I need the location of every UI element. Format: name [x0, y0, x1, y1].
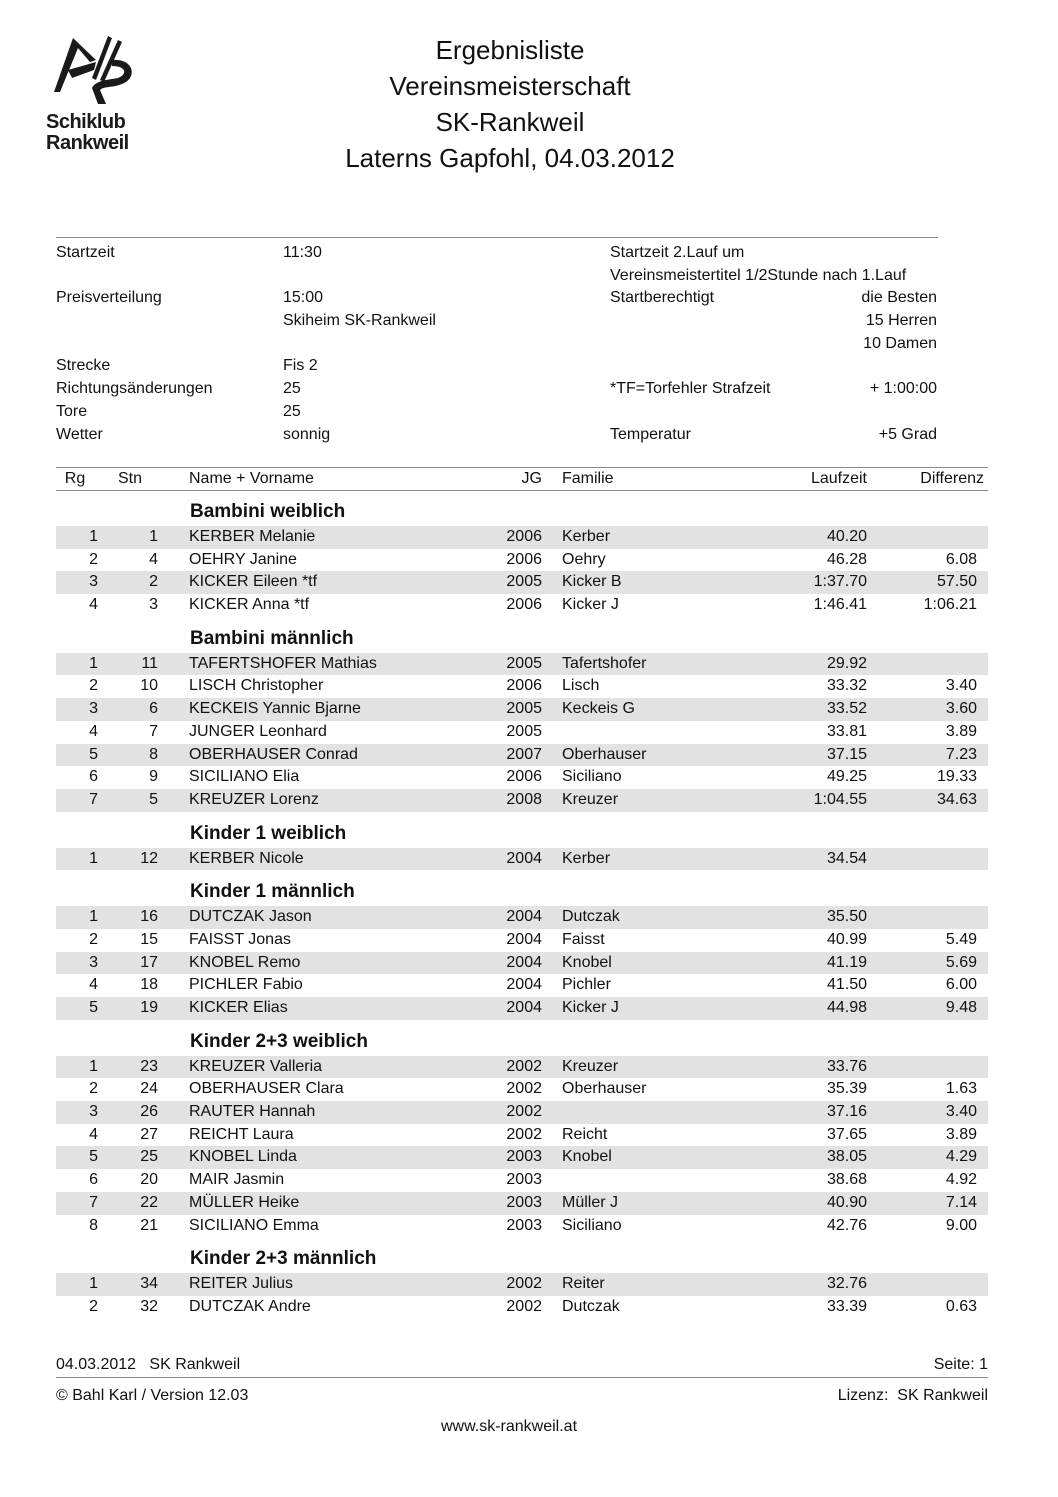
cell-familie: Pichler — [562, 976, 611, 994]
cell-differenz: 7.23 — [945, 745, 977, 763]
header-name: Name + Vorname — [189, 470, 314, 487]
cell-rg: 7 — [89, 790, 98, 808]
cell-jg: 2002 — [506, 1057, 542, 1075]
cell-stn: 27 — [140, 1125, 158, 1143]
cell-stn: 4 — [149, 550, 158, 568]
logo-line-2: Rankweil — [46, 132, 129, 154]
document-title — [300, 32, 720, 176]
startberechtigt-line-3: 10 Damen — [863, 334, 937, 352]
table-row — [56, 1101, 988, 1124]
cell-familie: Kerber — [562, 528, 611, 545]
cell-name: PICHLER Fabio — [189, 976, 303, 994]
cell-familie: Dutczak — [562, 908, 620, 926]
table-row — [56, 744, 988, 767]
cell-stn: 8 — [149, 745, 158, 763]
cell-jg: 2008 — [506, 790, 542, 808]
cell-laufzeit: 41.50 — [826, 976, 867, 994]
cell-jg: 2002 — [506, 1297, 542, 1315]
table-row — [56, 1146, 988, 1169]
cell-differenz: 4.92 — [945, 1171, 977, 1189]
richtung-value: 25 — [283, 380, 301, 398]
cell-stn: 12 — [140, 849, 158, 867]
info-values — [283, 242, 436, 446]
table-row — [56, 594, 988, 617]
cell-familie: Kreuzer — [562, 790, 619, 808]
cell-rg: 5 — [89, 1148, 98, 1166]
table-row — [56, 1056, 988, 1079]
table-row — [56, 698, 988, 721]
preisverteilung-value: 15:00 — [283, 289, 324, 307]
cell-differenz: 19.33 — [936, 768, 977, 786]
cell-laufzeit: 40.90 — [826, 1193, 867, 1211]
cell-rg: 3 — [89, 1103, 98, 1121]
tore-value: 25 — [283, 402, 301, 420]
cell-name: SICILIANO Emma — [189, 1216, 319, 1234]
cell-familie: Kicker J — [562, 999, 619, 1016]
cell-familie: Lisch — [562, 677, 600, 695]
cell-differenz: 9.00 — [945, 1216, 977, 1234]
cell-differenz: 1:06.21 — [923, 596, 977, 614]
cell-jg: 2004 — [506, 908, 542, 926]
title-line-3: SK-Rankweil — [435, 107, 585, 137]
cell-stn: 6 — [149, 700, 158, 718]
cell-rg: 4 — [89, 596, 98, 614]
cell-laufzeit: 33.52 — [826, 700, 867, 718]
cell-jg: 2006 — [506, 528, 542, 545]
cell-laufzeit: 44.98 — [826, 999, 867, 1016]
cell-rg: 2 — [89, 930, 98, 948]
cell-name: MAIR Jasmin — [189, 1171, 285, 1189]
footer-rule — [56, 1377, 988, 1378]
cell-differenz: 57.50 — [936, 573, 977, 591]
cell-name: SICILIANO Elia — [189, 768, 300, 786]
cell-rg: 3 — [89, 573, 98, 591]
startberechtigt-line-2: 15 Herren — [865, 312, 937, 330]
cell-familie: Tafertshofer — [562, 654, 647, 672]
cell-stn: 17 — [140, 953, 158, 971]
cell-jg: 2004 — [506, 930, 542, 948]
category-title: Kinder 1 weiblich — [190, 822, 347, 844]
info-labels — [56, 242, 213, 446]
cell-familie: Kreuzer — [562, 1057, 619, 1075]
startzeit-label: Startzeit — [56, 244, 115, 261]
cell-jg: 2004 — [506, 999, 542, 1016]
cell-laufzeit: 38.05 — [826, 1148, 867, 1166]
cell-laufzeit: 33.32 — [826, 677, 867, 695]
footer-license: Lizenz: SK Rankweil — [837, 1387, 988, 1404]
cell-rg: 2 — [89, 1080, 98, 1098]
header-jg: JG — [521, 470, 542, 487]
cell-rg: 2 — [89, 1297, 98, 1315]
cell-laufzeit: 40.20 — [826, 528, 867, 545]
cell-familie: Siciliano — [562, 1216, 622, 1234]
cell-stn: 23 — [140, 1057, 158, 1075]
cell-jg: 2005 — [506, 700, 542, 718]
cell-rg: 8 — [89, 1216, 98, 1234]
cell-rg: 1 — [89, 1275, 98, 1293]
cell-rg: 3 — [89, 700, 98, 718]
cell-familie: Siciliano — [562, 768, 622, 786]
cell-laufzeit: 37.16 — [826, 1103, 867, 1121]
cell-rg: 2 — [89, 550, 98, 568]
cell-name: KICKER Elias — [189, 999, 288, 1016]
cell-differenz: 3.40 — [945, 677, 977, 695]
cell-familie: Oehry — [562, 550, 606, 568]
strecke-value: Fis 2 — [283, 357, 318, 375]
cell-laufzeit: 37.65 — [826, 1125, 867, 1143]
category-title: Kinder 2+3 männlich — [190, 1248, 377, 1270]
cell-name: OBERHAUSER Conrad — [189, 745, 358, 763]
cell-name: KICKER Eileen *tf — [189, 573, 318, 591]
cell-laufzeit: 32.76 — [826, 1275, 867, 1293]
cell-differenz: 3.60 — [945, 700, 977, 718]
cell-laufzeit: 42.76 — [826, 1216, 867, 1234]
zweiter-lauf-line-2: Vereinsmeistertitel 1/2Stunde nach 1.Lauf — [610, 266, 907, 284]
cell-jg: 2006 — [506, 596, 542, 614]
cell-laufzeit: 41.19 — [826, 953, 867, 971]
table-row — [56, 526, 988, 549]
cell-stn: 7 — [149, 722, 158, 740]
table-row — [56, 997, 988, 1020]
category-title: Kinder 1 männlich — [190, 881, 355, 903]
cell-laufzeit: 40.99 — [826, 930, 867, 948]
cell-stn: 9 — [149, 768, 158, 786]
cell-stn: 25 — [140, 1148, 158, 1166]
cell-stn: 15 — [140, 930, 158, 948]
cell-familie: Oberhauser — [562, 1080, 647, 1098]
header-differenz: Differenz — [920, 470, 984, 487]
cell-name: KREUZER Lorenz — [189, 790, 319, 808]
cell-name: KERBER Nicole — [189, 849, 304, 867]
cell-laufzeit: 35.50 — [826, 908, 867, 926]
cell-stn: 10 — [140, 677, 158, 695]
cell-stn: 24 — [140, 1080, 158, 1098]
cell-stn: 11 — [141, 654, 158, 672]
category-header — [56, 870, 988, 906]
info-right-block — [610, 242, 937, 446]
title-line-2: Vereinsmeisterschaft — [389, 71, 631, 101]
cell-familie: Faisst — [562, 930, 605, 948]
cell-rg: 4 — [89, 976, 98, 994]
zweiter-lauf-line-1: Startzeit 2.Lauf um — [610, 244, 745, 261]
tf-label: *TF=Torfehler Strafzeit — [610, 380, 771, 398]
cell-differenz: 7.14 — [945, 1193, 977, 1211]
cell-name: REICHT Laura — [189, 1125, 294, 1143]
cell-familie: Kicker J — [562, 596, 619, 614]
table-row — [56, 974, 988, 997]
title-line-1: Ergebnisliste — [435, 35, 585, 65]
cell-familie: Kerber — [562, 849, 611, 867]
cell-differenz: 3.40 — [945, 1103, 977, 1121]
table-row — [56, 653, 988, 676]
table-row — [56, 571, 988, 594]
cell-jg: 2006 — [506, 550, 542, 568]
preisverteilung-ort: Skiheim SK-Rankweil — [283, 312, 436, 330]
table-row — [56, 789, 988, 812]
cell-stn: 3 — [149, 596, 158, 614]
cell-jg: 2006 — [506, 677, 542, 695]
cell-rg: 1 — [89, 908, 98, 926]
cell-jg: 2003 — [506, 1148, 542, 1166]
cell-jg: 2004 — [506, 953, 542, 971]
cell-stn: 2 — [149, 573, 158, 591]
header-laufzeit: Laufzeit — [810, 470, 867, 487]
cell-laufzeit: 1:37.70 — [813, 573, 867, 591]
cell-familie: Oberhauser — [562, 745, 647, 763]
cell-jg: 2004 — [506, 976, 542, 994]
startberechtigt-label: Startberechtigt — [610, 289, 715, 307]
cell-rg: 4 — [89, 1125, 98, 1143]
cell-jg: 2005 — [506, 654, 542, 672]
table-row — [56, 1273, 988, 1296]
cell-laufzeit: 33.81 — [826, 722, 867, 740]
cell-rg: 1 — [89, 849, 98, 867]
preisverteilung-label: Preisverteilung — [56, 289, 162, 307]
cell-familie: Knobel — [562, 1148, 612, 1166]
header-rg: Rg — [64, 470, 86, 487]
table-row — [56, 766, 988, 789]
cell-rg: 4 — [89, 722, 98, 740]
title-line-4: Laterns Gapfohl, 04.03.2012 — [345, 143, 675, 173]
table-header — [56, 468, 988, 490]
cell-jg: 2007 — [506, 745, 542, 763]
cell-stn: 34 — [140, 1275, 158, 1293]
cell-differenz: 0.63 — [945, 1297, 977, 1315]
cell-differenz: 34.63 — [936, 790, 977, 808]
tore-label: Tore — [56, 402, 88, 420]
cell-differenz: 5.69 — [945, 953, 977, 971]
cell-familie: Dutczak — [562, 1297, 620, 1315]
table-row — [56, 1124, 988, 1147]
richtung-label: Richtungsänderungen — [56, 380, 213, 398]
cell-stn: 21 — [140, 1216, 158, 1234]
tf-value: + 1:00:00 — [869, 380, 937, 398]
cell-name: MÜLLER Heike — [189, 1193, 300, 1211]
header-familie: Familie — [562, 470, 614, 487]
cell-rg: 1 — [89, 1057, 98, 1075]
cell-name: LISCH Christopher — [189, 677, 324, 695]
cell-familie: Reiter — [562, 1275, 605, 1293]
cell-differenz: 5.49 — [945, 930, 977, 948]
cell-jg: 2005 — [506, 722, 542, 740]
cell-jg: 2004 — [506, 849, 542, 867]
cell-rg: 3 — [89, 953, 98, 971]
cell-name: KNOBEL Remo — [189, 953, 301, 971]
cell-familie: Keckeis G — [562, 700, 635, 718]
cell-stn: 32 — [140, 1297, 158, 1315]
table-row — [56, 1296, 988, 1319]
category-header — [56, 617, 988, 653]
category-header — [56, 490, 988, 526]
cell-rg: 6 — [89, 768, 98, 786]
cell-stn: 18 — [140, 976, 158, 994]
table-row — [56, 929, 988, 952]
cell-rg: 5 — [89, 999, 98, 1016]
results-table — [56, 468, 988, 1319]
footer-copyright: © Bahl Karl / Version 12.03 — [56, 1387, 249, 1404]
cell-laufzeit: 34.54 — [826, 849, 867, 867]
cell-stn: 26 — [140, 1103, 158, 1121]
cell-laufzeit: 29.92 — [826, 654, 867, 672]
cell-stn: 20 — [140, 1171, 158, 1189]
table-row — [56, 721, 988, 744]
strecke-label: Strecke — [56, 357, 111, 375]
cell-name: KICKER Anna *tf — [189, 596, 310, 614]
table-body — [56, 490, 988, 1319]
table-row — [56, 848, 988, 871]
cell-name: TAFERTSHOFER Mathias — [189, 654, 377, 672]
table-row — [56, 952, 988, 975]
footer-date-club: 04.03.2012 SK Rankweil — [56, 1356, 241, 1373]
cell-jg: 2002 — [506, 1080, 542, 1098]
cell-differenz: 1.63 — [945, 1080, 977, 1098]
cell-differenz: 9.48 — [945, 999, 977, 1016]
cell-jg: 2002 — [506, 1275, 542, 1293]
cell-name: JUNGER Leonhard — [189, 722, 327, 740]
cell-laufzeit: 38.68 — [826, 1171, 867, 1189]
footer-page: Seite: 1 — [933, 1356, 988, 1373]
cell-name: RAUTER Hannah — [189, 1103, 316, 1121]
table-row — [56, 549, 988, 572]
cell-stn: 1 — [149, 528, 158, 545]
startberechtigt-line-1: die Besten — [861, 289, 937, 307]
cell-laufzeit: 1:46.41 — [813, 596, 867, 614]
table-row — [56, 1078, 988, 1101]
cell-name: KREUZER Valleria — [189, 1057, 323, 1075]
cell-jg: 2002 — [506, 1103, 542, 1121]
cell-stn: 19 — [140, 999, 158, 1016]
cell-differenz: 6.08 — [945, 550, 977, 568]
category-header — [56, 1020, 988, 1056]
cell-jg: 2003 — [506, 1171, 542, 1189]
cell-rg: 6 — [89, 1171, 98, 1189]
cell-stn: 22 — [140, 1193, 158, 1211]
cell-laufzeit: 33.76 — [826, 1057, 867, 1075]
cell-jg: 2002 — [506, 1125, 542, 1143]
cell-name: KERBER Melanie — [189, 528, 316, 545]
table-row — [56, 1192, 988, 1215]
cell-familie: Knobel — [562, 953, 612, 971]
cell-name: DUTCZAK Jason — [189, 908, 312, 926]
cell-rg: 1 — [89, 654, 98, 672]
cell-laufzeit: 35.39 — [826, 1080, 867, 1098]
ski-logo-icon — [38, 30, 148, 110]
cell-familie: Kicker B — [562, 573, 622, 591]
cell-differenz: 3.89 — [945, 722, 977, 740]
info-top-rule — [56, 237, 938, 238]
cell-stn: 5 — [149, 790, 158, 808]
cell-laufzeit: 33.39 — [826, 1297, 867, 1315]
cell-laufzeit: 46.28 — [826, 550, 867, 568]
category-header — [56, 1237, 988, 1273]
table-row — [56, 1169, 988, 1192]
cell-name: FAISST Jonas — [189, 930, 291, 948]
cell-differenz: 3.89 — [945, 1125, 977, 1143]
cell-name: DUTCZAK Andre — [189, 1297, 311, 1315]
temperatur-value: +5 Grad — [878, 425, 937, 443]
cell-name: OBERHAUSER Clara — [189, 1080, 344, 1098]
cell-rg: 1 — [89, 528, 98, 545]
club-logo — [38, 30, 148, 160]
category-title: Bambini weiblich — [190, 501, 346, 522]
temperatur-label: Temperatur — [610, 425, 691, 443]
cell-jg: 2003 — [506, 1216, 542, 1234]
table-row — [56, 675, 988, 698]
footer-website[interactable]: www.sk-rankweil.at — [440, 1418, 578, 1435]
header-stn: Stn — [118, 470, 143, 487]
cell-rg: 5 — [89, 745, 98, 763]
cell-jg: 2005 — [506, 573, 542, 591]
cell-laufzeit: 49.25 — [826, 768, 867, 786]
cell-name: KNOBEL Linda — [189, 1148, 297, 1166]
cell-laufzeit: 1:04.55 — [813, 790, 867, 808]
cell-jg: 2003 — [506, 1193, 542, 1211]
category-title: Kinder 2+3 weiblich — [190, 1030, 368, 1052]
cell-differenz: 4.29 — [945, 1148, 977, 1166]
wetter-label: Wetter — [56, 425, 103, 443]
cell-familie: Müller J — [562, 1193, 619, 1211]
category-title: Bambini männlich — [190, 627, 354, 649]
table-row — [56, 1215, 988, 1238]
cell-name: REITER Julius — [189, 1275, 294, 1293]
startzeit-value: 11:30 — [283, 244, 322, 261]
cell-rg: 2 — [89, 677, 98, 695]
cell-rg: 7 — [89, 1193, 98, 1211]
logo-line-1: Schiklub — [46, 111, 126, 133]
cell-differenz: 6.00 — [945, 976, 977, 994]
table-row — [56, 906, 988, 929]
category-header — [56, 812, 988, 848]
cell-jg: 2006 — [506, 768, 542, 786]
cell-name: OEHRY Janine — [189, 550, 297, 568]
cell-familie: Reicht — [562, 1125, 608, 1143]
cell-stn: 16 — [140, 908, 158, 926]
cell-laufzeit: 37.15 — [826, 745, 867, 763]
wetter-value: sonnig — [283, 425, 331, 443]
cell-name: KECKEIS Yannic Bjarne — [189, 700, 361, 718]
